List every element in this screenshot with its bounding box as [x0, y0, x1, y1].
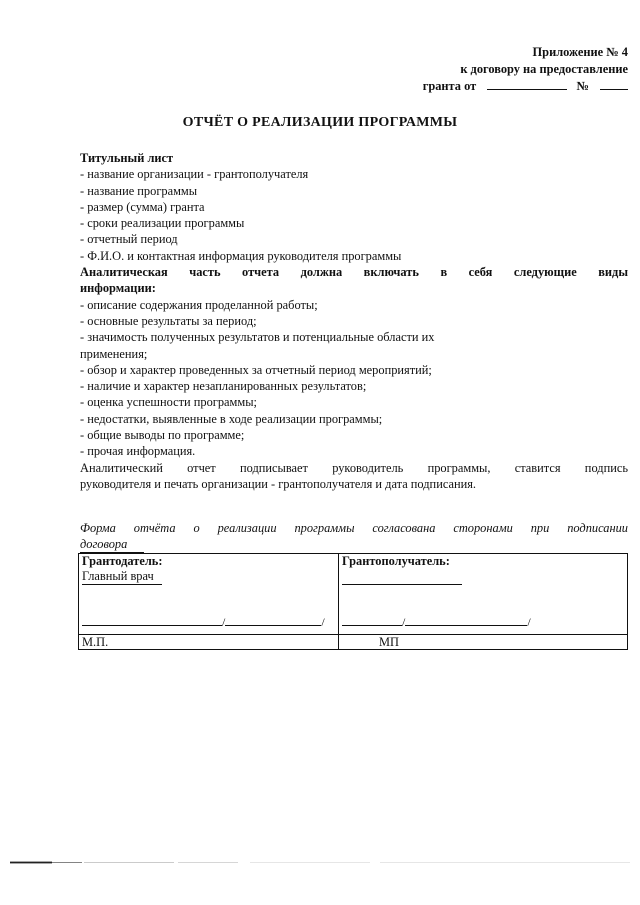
page-title: ОТЧЁТ О РЕАЛИЗАЦИИ ПРОГРАММЫ — [182, 115, 458, 130]
grant-date-blank — [487, 78, 567, 90]
list-item: - сроки реализации программы — [80, 216, 245, 231]
agreement-line: Форма отчёта о реализации программы согласована сторонами при подписании — [80, 521, 628, 535]
grant-number-blank — [600, 78, 628, 90]
list-item: - название организации - грантополучателя — [80, 167, 309, 182]
list-item: - общие выводы по программе; — [80, 428, 245, 443]
list-item: - размер (сумма) гранта — [80, 199, 205, 214]
appendix-grant-date-line — [423, 78, 628, 95]
list-item: - значимость полученных результатов и потенциальные области их — [80, 330, 435, 345]
signature-table — [78, 553, 628, 650]
agreement-line-cont: договора — [80, 536, 628, 553]
title-sheet-heading: Титульный лист — [80, 151, 174, 165]
list-item: - обзор и характер проведенных за отчетный период мероприятий; — [80, 362, 432, 377]
grant-number-sign: № — [576, 79, 589, 93]
grantee-signature-line: / / — [342, 613, 531, 630]
grantee-stamp: МП — [339, 635, 628, 650]
grantor-cell — [79, 554, 339, 635]
appendix-header — [423, 44, 628, 95]
list-item: - основные результаты за период; — [80, 313, 257, 328]
grantee-position-blank — [342, 574, 624, 589]
grantee-heading: Грантополучатель: — [342, 554, 450, 568]
list-item: - отчетный период — [80, 232, 178, 247]
list-item: - название программы — [80, 183, 198, 198]
analytic-heading: Аналитическая часть отчета должна включать в себя следующие виды — [80, 265, 628, 280]
list-item: - прочая информация. — [80, 444, 196, 459]
list-item: - оценка успешности программы; — [80, 395, 258, 410]
name-blank — [225, 613, 321, 626]
appendix-contract-ref: к договору на предоставление — [460, 62, 628, 76]
grantee-cell — [339, 554, 628, 635]
closing-paragraph-cont: руководителя и печать организации - грантополучателя и дата подписания. — [80, 476, 477, 491]
grantor-heading: Грантодатель: — [82, 554, 163, 568]
signature-blank — [342, 613, 402, 626]
grant-date-label: гранта от — [422, 79, 477, 93]
scan-edge-artifact — [10, 861, 635, 864]
list-item: применения; — [80, 346, 148, 361]
grantor-stamp: М.П. — [79, 635, 339, 650]
closing-paragraph: Аналитический отчет подписывает руководитель программы, ставится подпись — [80, 460, 628, 475]
grantor-signature-line: / / — [82, 613, 325, 630]
grantor-position: Главный врач — [82, 569, 335, 585]
list-item: - описание содержания проделанной работы; — [80, 297, 318, 312]
appendix-number: Приложение № 4 — [532, 45, 628, 59]
signature-blank — [82, 613, 222, 626]
list-item: - Ф.И.О. и контактная информация руководителя программы — [80, 248, 402, 263]
agreement-note — [80, 520, 628, 553]
list-item: - недостатки, выявленные в ходе реализации программы; — [80, 411, 383, 426]
name-blank — [405, 613, 527, 626]
report-body — [80, 150, 628, 492]
analytic-heading-cont: информации: — [80, 281, 156, 296]
list-item: - наличие и характер незапланированных результатов; — [80, 379, 367, 394]
